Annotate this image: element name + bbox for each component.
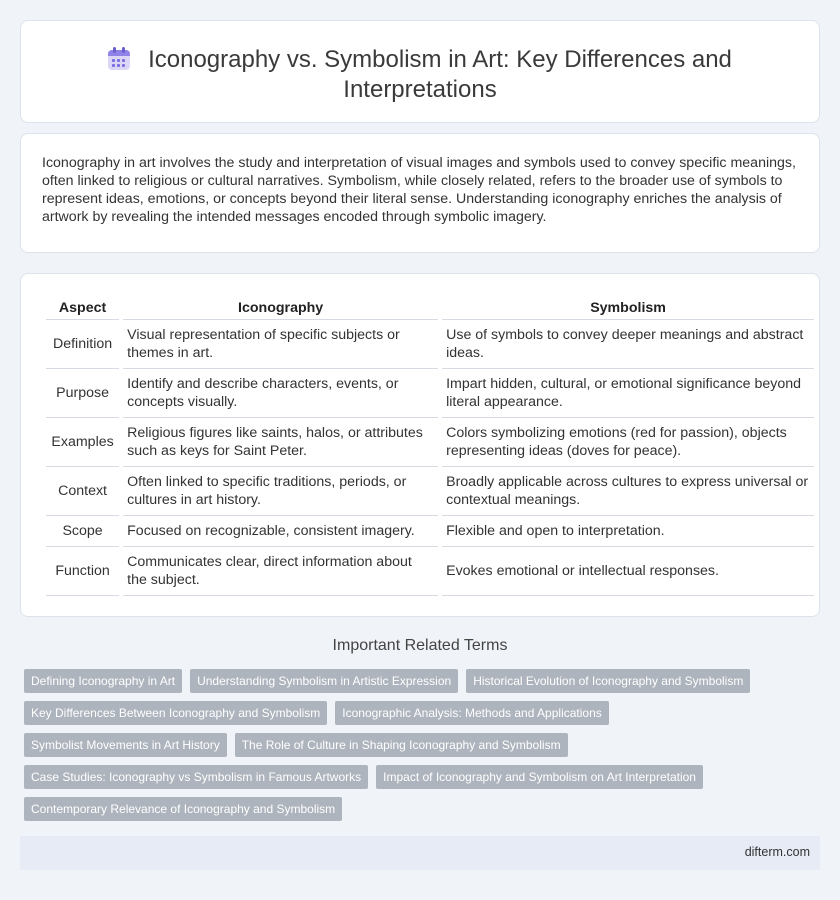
header-iconography: Iconography (123, 296, 438, 320)
calendar-icon (108, 47, 130, 71)
related-term-tag[interactable]: Contemporary Relevance of Iconography and Symbolism (24, 797, 342, 821)
row-aspect: Purpose (46, 369, 119, 418)
row-iconography: Identify and describe characters, events, or concepts visually. (123, 369, 438, 418)
row-symbolism: Colors symbolizing emotions (red for passion), objects representing ideas (doves for peace). (442, 418, 814, 467)
related-term-tag[interactable]: Understanding Symbolism in Artistic Expression (190, 669, 458, 693)
intro-paragraph: Iconography in art involves the study and interpretation of visual images and symbols used to convey specific meanings, often linked to religious or cultural narratives. Symbolism, while closely related, refers to the broader use of symbols to represent ideas, emotions, or concepts beyond their literal sense. Understanding iconography enriches the analysis of artwork by revealing the intended messages encoded through symbolic imagery. (42, 155, 796, 225)
row-aspect: Definition (46, 320, 119, 369)
related-term-tag[interactable]: Symbolist Movements in Art History (24, 733, 227, 757)
related-term-tag[interactable]: Case Studies: Iconography vs Symbolism in Famous Artworks (24, 765, 368, 789)
table-row (46, 369, 814, 418)
table-row (46, 547, 814, 596)
row-aspect: Function (46, 547, 119, 596)
title-line-1: Iconography vs. Symbolism in Art: Key Differences and (148, 46, 732, 73)
row-symbolism: Use of symbols to convey deeper meanings and abstract ideas. (442, 320, 814, 369)
row-iconography: Focused on recognizable, consistent imagery. (123, 516, 438, 547)
related-terms-list (24, 669, 816, 821)
header-symbolism: Symbolism (442, 296, 814, 320)
header-aspect: Aspect (46, 296, 119, 320)
row-aspect: Context (46, 467, 119, 516)
related-term-tag[interactable]: The Role of Culture in Shaping Iconography and Symbolism (235, 733, 568, 757)
comparison-table (42, 296, 818, 596)
related-term-tag[interactable]: Iconographic Analysis: Methods and Applications (335, 701, 609, 725)
comparison-card (20, 273, 820, 617)
footer (20, 836, 820, 870)
row-symbolism: Evokes emotional or intellectual responses. (442, 547, 814, 596)
row-symbolism: Broadly applicable across cultures to express universal or contextual meanings. (442, 467, 814, 516)
related-term-tag[interactable]: Historical Evolution of Iconography and Symbolism (466, 669, 750, 693)
row-symbolism: Impart hidden, cultural, or emotional significance beyond literal appearance. (442, 369, 814, 418)
table-row (46, 418, 814, 467)
header-card (20, 20, 820, 123)
intro-card (20, 133, 820, 253)
site-name[interactable]: difterm.com (744, 845, 810, 859)
row-iconography: Religious figures like saints, halos, or attributes such as keys for Saint Peter. (123, 418, 438, 467)
related-term-tag[interactable]: Defining Iconography in Art (24, 669, 182, 693)
page-title (21, 45, 819, 105)
related-term-tag[interactable]: Impact of Iconography and Symbolism on Art Interpretation (376, 765, 703, 789)
row-aspect: Scope (46, 516, 119, 547)
row-symbolism: Flexible and open to interpretation. (442, 516, 814, 547)
row-iconography: Visual representation of specific subjects or themes in art. (123, 320, 438, 369)
related-terms-title: Important Related Terms (332, 637, 508, 654)
title-line-2: Interpretations (343, 76, 497, 103)
table-row (46, 320, 814, 369)
row-iconography: Often linked to specific traditions, periods, or cultures in art history. (123, 467, 438, 516)
table-row (46, 516, 814, 547)
row-aspect: Examples (46, 418, 119, 467)
table-header-row (46, 296, 814, 320)
related-term-tag[interactable]: Key Differences Between Iconography and Symbolism (24, 701, 327, 725)
table-row (46, 467, 814, 516)
row-iconography: Communicates clear, direct information about the subject. (123, 547, 438, 596)
